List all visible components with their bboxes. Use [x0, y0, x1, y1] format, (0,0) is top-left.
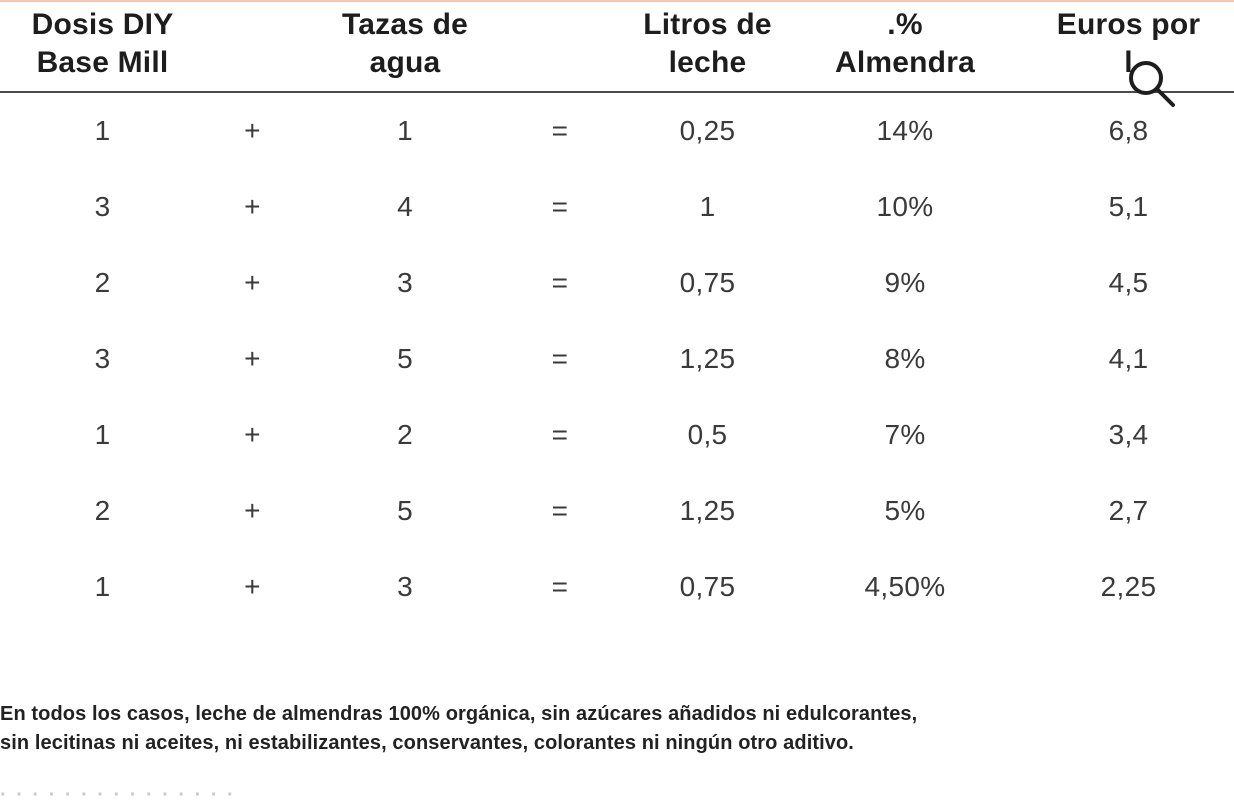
cell-tazas: 5 [397, 343, 413, 374]
column-header-euros-por-litro [1005, 0, 1234, 92]
cell-porcentaje: 9% [884, 267, 926, 298]
column-header-porcentaje-almendra [805, 0, 1005, 92]
footnote [0, 700, 1234, 758]
table-row [0, 473, 1234, 549]
cell-operator-equals: = [551, 191, 569, 222]
cell-operator-equals: = [551, 343, 569, 374]
cell-euros: 6,8 [1108, 115, 1149, 146]
cell-operator-plus: + [244, 267, 261, 298]
cell-operator-plus: + [244, 495, 261, 526]
column-header-litros-line2: leche [668, 45, 747, 79]
column-header-litros-line1: Litros de [643, 8, 772, 41]
cell-euros: 4,1 [1108, 343, 1149, 374]
cell-operator-equals: = [551, 419, 569, 450]
column-header-tazas [300, 0, 510, 92]
cell-euros: 2,7 [1108, 495, 1149, 526]
cell-operator-equals: = [551, 495, 569, 526]
cell-operator-plus: + [244, 419, 261, 450]
column-header-dosis [0, 0, 205, 92]
cell-operator-plus: + [244, 571, 261, 602]
table-header-row [0, 0, 1234, 92]
cell-porcentaje: 7% [884, 419, 926, 450]
cell-porcentaje: 8% [884, 343, 926, 374]
cell-dosis: 2 [94, 267, 111, 298]
cell-porcentaje: 10% [876, 191, 934, 222]
cell-tazas: 3 [397, 571, 413, 602]
cell-operator-equals: = [551, 571, 569, 602]
cell-tazas: 2 [397, 419, 413, 450]
table-row [0, 397, 1234, 473]
cell-operator-plus: + [244, 191, 261, 222]
table-row [0, 245, 1234, 321]
cell-litros: 0,75 [679, 267, 736, 298]
table-row [0, 169, 1234, 245]
cell-dosis: 3 [94, 343, 111, 374]
cell-tazas: 3 [397, 267, 413, 298]
column-header-operator-plus [205, 0, 300, 92]
cell-dosis: 1 [94, 571, 111, 602]
cell-operator-plus: + [244, 343, 261, 374]
column-header-dosis-line2: Base Mill [36, 45, 169, 79]
cell-porcentaje: 14% [876, 115, 934, 146]
table-row [0, 321, 1234, 397]
footnote-line-2: sin lecitinas ni aceites, ni estabilizantes, conservantes, colorantes ni ningún otro aditivo. [0, 732, 854, 754]
column-header-litros [610, 0, 805, 92]
footnote-line-1: En todos los casos, leche de almendras 100% orgánica, sin azúcares añadidos ni edulcorantes, [0, 703, 918, 725]
cell-litros: 1,25 [679, 495, 736, 526]
column-header-euros-line2: l [1124, 45, 1133, 79]
column-header-pct-line2: Almendra [835, 45, 975, 79]
cell-operator-plus: + [244, 115, 261, 146]
cell-litros: 1,25 [679, 343, 736, 374]
cell-porcentaje: 4,50% [864, 571, 946, 602]
cell-porcentaje: 5% [884, 495, 926, 526]
cell-dosis: 1 [94, 419, 111, 450]
cell-litros: 1 [699, 191, 716, 222]
cell-euros: 2,25 [1100, 571, 1157, 602]
column-header-tazas-line1: Tazas de [341, 8, 469, 41]
bottom-text-bleed: · · · · · · · · · · · · · · · [0, 784, 236, 800]
cell-euros: 5,1 [1108, 191, 1149, 222]
cell-tazas: 1 [397, 115, 413, 146]
cell-litros: 0,75 [679, 571, 736, 602]
search-icon[interactable] [1123, 55, 1179, 111]
column-header-euros-line1: Euros por [1056, 8, 1201, 41]
cell-litros: 0,5 [687, 419, 728, 450]
column-header-pct-line1: .% [887, 8, 923, 41]
column-header-operator-equals [510, 0, 610, 92]
table-row [0, 549, 1234, 625]
table-row [0, 92, 1234, 169]
cell-euros: 4,5 [1108, 267, 1149, 298]
cell-dosis: 1 [94, 115, 111, 146]
cell-euros: 3,4 [1108, 419, 1149, 450]
column-header-tazas-line2: agua [369, 45, 441, 79]
cell-operator-equals: = [551, 267, 569, 298]
cell-tazas: 5 [397, 495, 413, 526]
column-header-dosis-line1: Dosis DIY [31, 8, 174, 41]
cell-tazas: 4 [397, 191, 413, 222]
cell-operator-equals: = [551, 115, 569, 146]
cell-litros: 0,25 [679, 115, 736, 146]
cell-dosis: 3 [94, 191, 111, 222]
cell-dosis: 2 [94, 495, 111, 526]
